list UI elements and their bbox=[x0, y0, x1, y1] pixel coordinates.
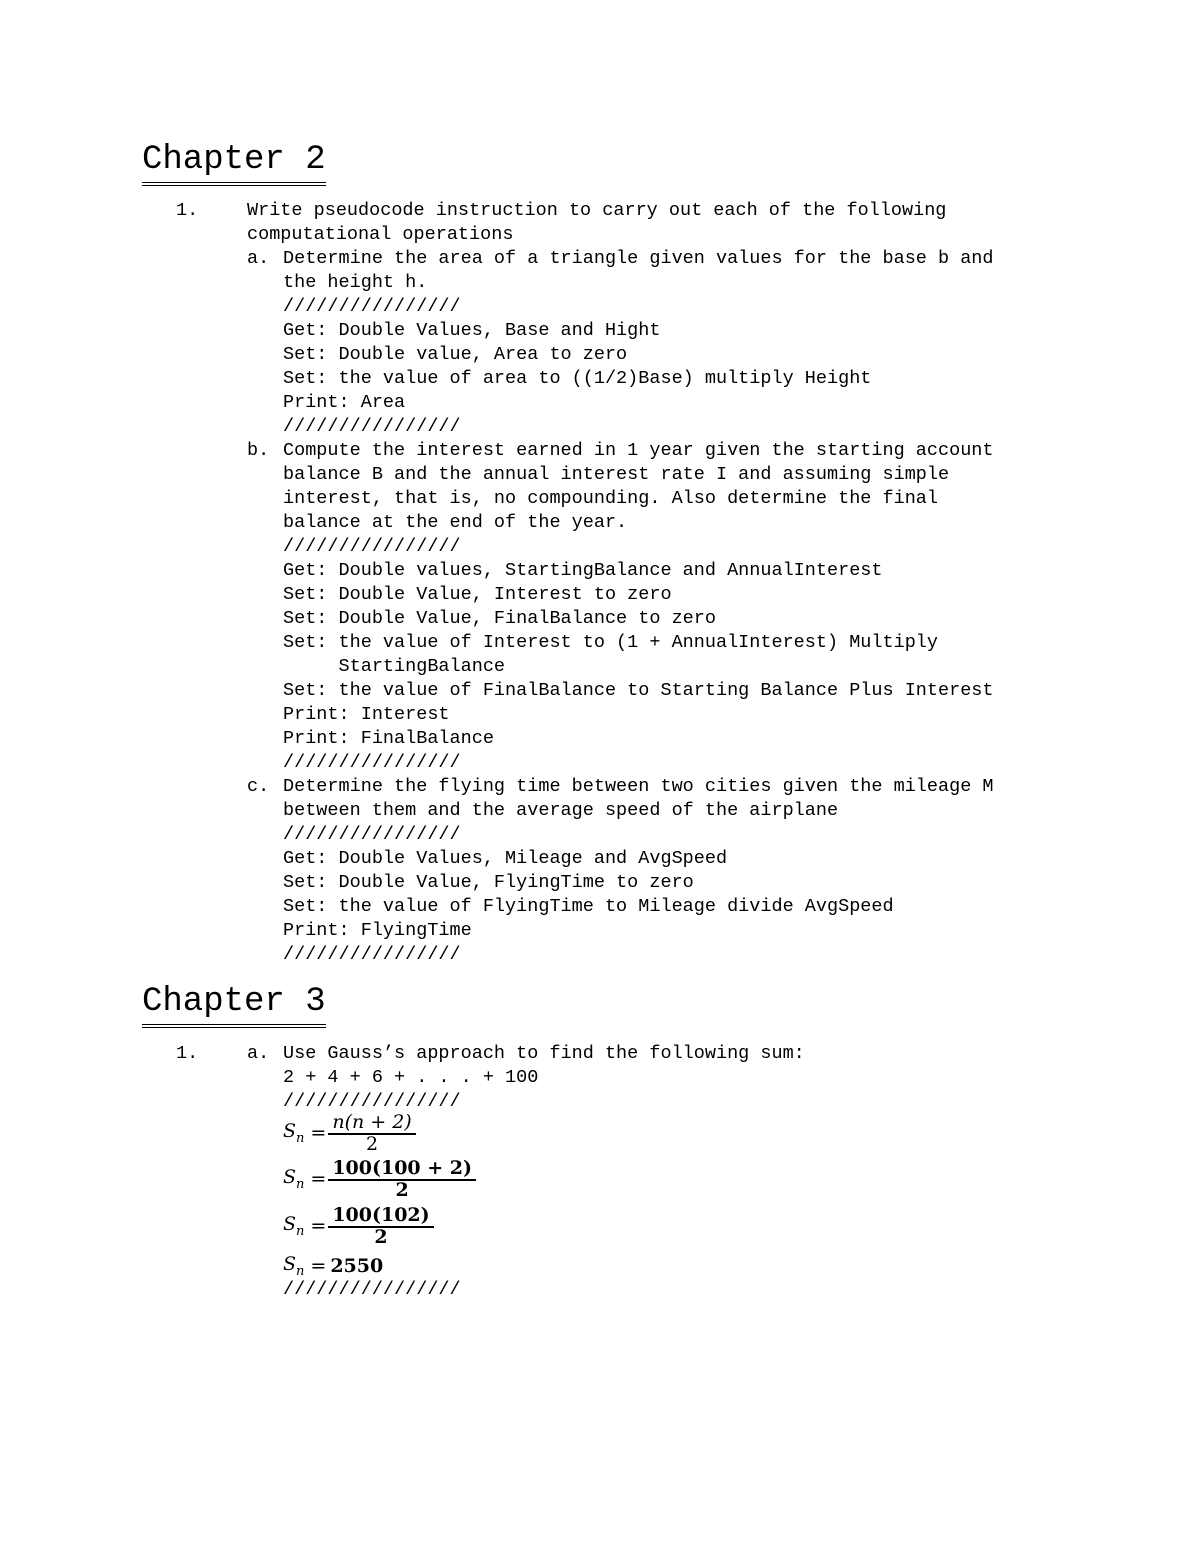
numerator: n(n + 2) bbox=[332, 1111, 412, 1133]
equals-sign: = bbox=[310, 1254, 327, 1277]
part-c-prompt: between them and the average speed of the airplane bbox=[283, 800, 839, 821]
equals-sign: = bbox=[310, 1122, 327, 1144]
denominator: 2 bbox=[328, 1179, 476, 1200]
separator-line: //////////////// bbox=[283, 944, 461, 965]
equals-sign: = bbox=[310, 1215, 327, 1237]
separator-line: //////////////// bbox=[283, 296, 461, 317]
code-line: Set: the value of FinalBalance to Starting Balance Plus Interest bbox=[283, 680, 994, 701]
part-a-prompt: the height h. bbox=[283, 272, 428, 293]
part-b-prompt: balance at the end of the year. bbox=[283, 512, 628, 533]
equation-2 bbox=[283, 1158, 474, 1200]
code-line: Set: the value of FlyingTime to Mileage divide AvgSpeed bbox=[283, 896, 894, 917]
part-b-prompt: Compute the interest earned in 1 year given the starting account bbox=[283, 440, 994, 461]
code-line: Print: Interest bbox=[283, 704, 450, 725]
part-c-prompt: Determine the flying time between two cities given the mileage M bbox=[283, 776, 994, 797]
question-number: 1. bbox=[176, 1043, 199, 1064]
part-a-label: a. bbox=[247, 248, 270, 269]
part-b-prompt: interest, that is, no compounding. Also determine the final bbox=[283, 488, 939, 509]
chapter-2-heading: Chapter 2 bbox=[142, 140, 326, 186]
equation-lhs: $S_n$ bbox=[283, 1253, 305, 1279]
equation-4 bbox=[283, 1253, 383, 1279]
question-text-line: computational operations bbox=[247, 224, 514, 245]
separator-line: //////////////// bbox=[283, 536, 461, 557]
equation-3 bbox=[283, 1205, 432, 1247]
code-line: StartingBalance bbox=[283, 656, 506, 677]
equation-lhs: $S_n$ bbox=[283, 1166, 305, 1192]
denominator: 2 bbox=[328, 1226, 433, 1247]
part-c-label: c. bbox=[247, 776, 270, 797]
code-line: Get: Double Values, Base and Hight bbox=[283, 320, 661, 341]
fraction bbox=[330, 1112, 413, 1154]
numerator: 100(102) bbox=[332, 1204, 430, 1226]
equation-lhs: $S_n$ bbox=[283, 1213, 305, 1239]
separator-line: //////////////// bbox=[283, 416, 461, 437]
separator-line: //////////////// bbox=[283, 1279, 461, 1300]
equation-lhs: $S_n$ bbox=[283, 1120, 305, 1146]
separator-line: //////////////// bbox=[283, 824, 461, 845]
result-value: 2550 bbox=[330, 1254, 384, 1277]
question-text-line: Write pseudocode instruction to carry out each of the following bbox=[247, 200, 947, 221]
question-number: 1. bbox=[176, 200, 199, 221]
code-line: Get: Double values, StartingBalance and AnnualInterest bbox=[283, 560, 883, 581]
code-line: Set: the value of Interest to (1 + AnnualInterest) Multiply bbox=[283, 632, 939, 653]
fraction bbox=[330, 1158, 474, 1200]
code-line: Set: the value of area to ((1/2)Base) multiply Height bbox=[283, 368, 872, 389]
part-a-prompt: Determine the area of a triangle given values for the base b and bbox=[283, 248, 994, 269]
code-line: Print: Area bbox=[283, 392, 406, 413]
separator-line: //////////////// bbox=[283, 1091, 461, 1112]
sum-expression: 2 + 4 + 6 + . . . + 100 bbox=[283, 1067, 539, 1088]
code-line: Print: FinalBalance bbox=[283, 728, 494, 749]
chapter-3-heading: Chapter 3 bbox=[142, 982, 326, 1028]
part-a-prompt: Use Gauss’s approach to find the following sum: bbox=[283, 1043, 805, 1064]
equation-1 bbox=[283, 1112, 414, 1154]
equals-sign: = bbox=[310, 1168, 327, 1190]
code-line: Set: Double Value, Interest to zero bbox=[283, 584, 672, 605]
denominator: 2 bbox=[328, 1133, 415, 1154]
code-line: Get: Double Values, Mileage and AvgSpeed bbox=[283, 848, 728, 869]
part-b-label: b. bbox=[247, 440, 270, 461]
code-line: Set: Double value, Area to zero bbox=[283, 344, 628, 365]
fraction bbox=[330, 1205, 431, 1247]
code-line: Print: FlyingTime bbox=[283, 920, 472, 941]
numerator: 100(100 + 2) bbox=[332, 1157, 472, 1179]
part-a-label: a. bbox=[247, 1043, 270, 1064]
separator-line: //////////////// bbox=[283, 752, 461, 773]
code-line: Set: Double Value, FlyingTime to zero bbox=[283, 872, 694, 893]
code-line: Set: Double Value, FinalBalance to zero bbox=[283, 608, 716, 629]
part-b-prompt: balance B and the annual interest rate I and assuming simple bbox=[283, 464, 950, 485]
